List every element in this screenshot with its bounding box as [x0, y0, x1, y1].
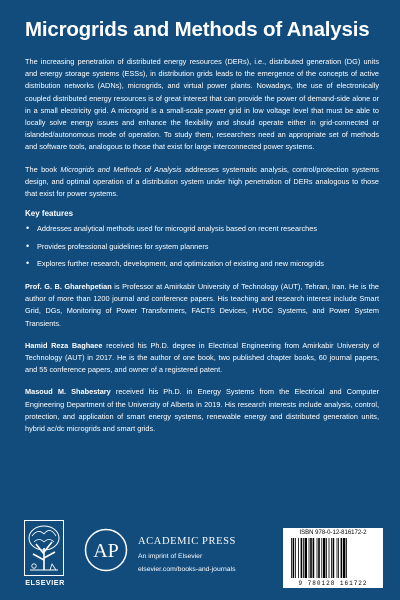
barcode-bar — [303, 538, 304, 578]
book-title: Microgrids and Methods of Analysis — [25, 18, 370, 41]
barcode-digits: 9 780128 161722 — [298, 580, 368, 587]
author-bio-text: received his Ph.D. degree in Electrical Engineering from Amirkabir University of Technology (AUT) in 2017. He is the author of one book, two published chapter books, 60 journal papers, and 55 conference papers, and owner of a registered patent. — [25, 340, 380, 375]
author-bio — [25, 281, 379, 330]
publisher-url[interactable]: elsevier.com/books-and-journals — [138, 566, 236, 573]
barcode-bar — [326, 538, 327, 578]
barcode-bar — [346, 538, 347, 578]
barcode-bar — [341, 538, 343, 578]
author-name: Prof. G. B. Gharehpetian — [25, 281, 112, 291]
barcode-bar — [323, 538, 325, 578]
barcode-bar — [329, 538, 330, 578]
isbn-number: ISBN 978-0-12-816172-2 — [299, 530, 367, 536]
barcode-bar — [317, 538, 318, 578]
key-feature-item: • Explores further research, development, and optimization of existing and new microgrids — [25, 255, 379, 273]
author-bio-text: received his Ph.D. in Energy Systems from the Electrical and Computer Engineering Department of the University of Alberta in 2019. His research interests include analysis, control, protection, and application of smart energy systems, renewable energy and distributed generation units, hybrid ac/dc microgrids and smart grids. — [25, 387, 380, 433]
key-features-heading: Key features — [25, 209, 74, 219]
barcode-bar — [309, 538, 310, 578]
key-feature-item: • Addresses analytical methods used for microgrid analysis based on recent researches — [25, 220, 379, 238]
author-bio-text: is Professor at Amirkabir University of Technology (AUT), Tehran, Iran. He is the author of more than 1200 journal and conference papers. His teaching and research interest include Smart Grid, DGs, Monitoring of Power Transformers, FACTS Devices, HVDC Systems, and Power System Transients. — [25, 281, 379, 328]
barcode-bar — [301, 538, 303, 578]
barcode-bar — [331, 538, 332, 578]
barcode-bar — [318, 538, 320, 578]
author-bio — [25, 340, 379, 377]
description — [25, 56, 379, 445]
author-bio — [25, 386, 379, 435]
author-name: Hamid Reza Baghaee — [25, 340, 103, 350]
book-paragraph — [25, 164, 379, 201]
key-feature-item: • Provides professional guidelines for system planners — [25, 238, 379, 256]
publisher-imprint: An imprint of Elsevier — [138, 553, 203, 560]
barcode-bar — [298, 538, 299, 578]
book-paragraph-suffix: addresses systematic analysis, control/protection systems design, and optimal operation of a distribution system under high penetration of DERs analogous to those that exist for power systems. — [25, 164, 379, 199]
elsevier-wordmark: ELSEVIER — [25, 578, 65, 587]
barcode-bar — [343, 538, 345, 578]
elsevier-tree-logo-icon — [24, 520, 64, 582]
book-paragraph-prefix: The book — [25, 164, 61, 174]
barcode-bar — [337, 538, 338, 578]
barcode-bar — [295, 538, 296, 578]
barcode-bar — [321, 538, 322, 578]
barcode-bar — [293, 538, 295, 578]
barcode-bar — [338, 538, 339, 578]
key-features-list — [25, 220, 379, 273]
publisher-name: ACADEMIC PRESS — [138, 536, 236, 547]
intro-paragraph: The increasing penetration of distributed energy resources (DERs), i.e., distributed generation (DG) units and energy storage systems (ESSs), in distribution grids leads to the emergence of the concepts of active distribution networks (ADNs), microgrids, and virtual power plants. Nowadays, the use of electronically coupled distributed energy resources is of great interest that can provide the power of demand-side alone or in a small electricity grid. A microgrid is a small-scale power grid in low voltage level that must be able to locally solve energy issues and enhance the flexibility and should operate either in grid-connected or islanded/autonomous mode of operation. To study them, researchers need an appropriate set of methods and software tools, analogous to those that exist for large interconnected power systems. — [25, 57, 379, 152]
barcode-bar — [313, 538, 315, 578]
barcode-bar — [333, 538, 335, 578]
barcode-bar — [291, 538, 292, 578]
ap-logo-letters: AP — [93, 540, 119, 562]
barcode-bar — [310, 538, 312, 578]
book-paragraph-title: Microgrids and Methods of Analysis — [60, 164, 182, 174]
barcode-box — [283, 528, 383, 588]
barcode-bar — [305, 538, 307, 578]
academic-press-logo-icon — [84, 528, 128, 572]
author-name: Masoud M. Shabestary — [25, 387, 111, 397]
barcode-icon — [291, 538, 375, 578]
